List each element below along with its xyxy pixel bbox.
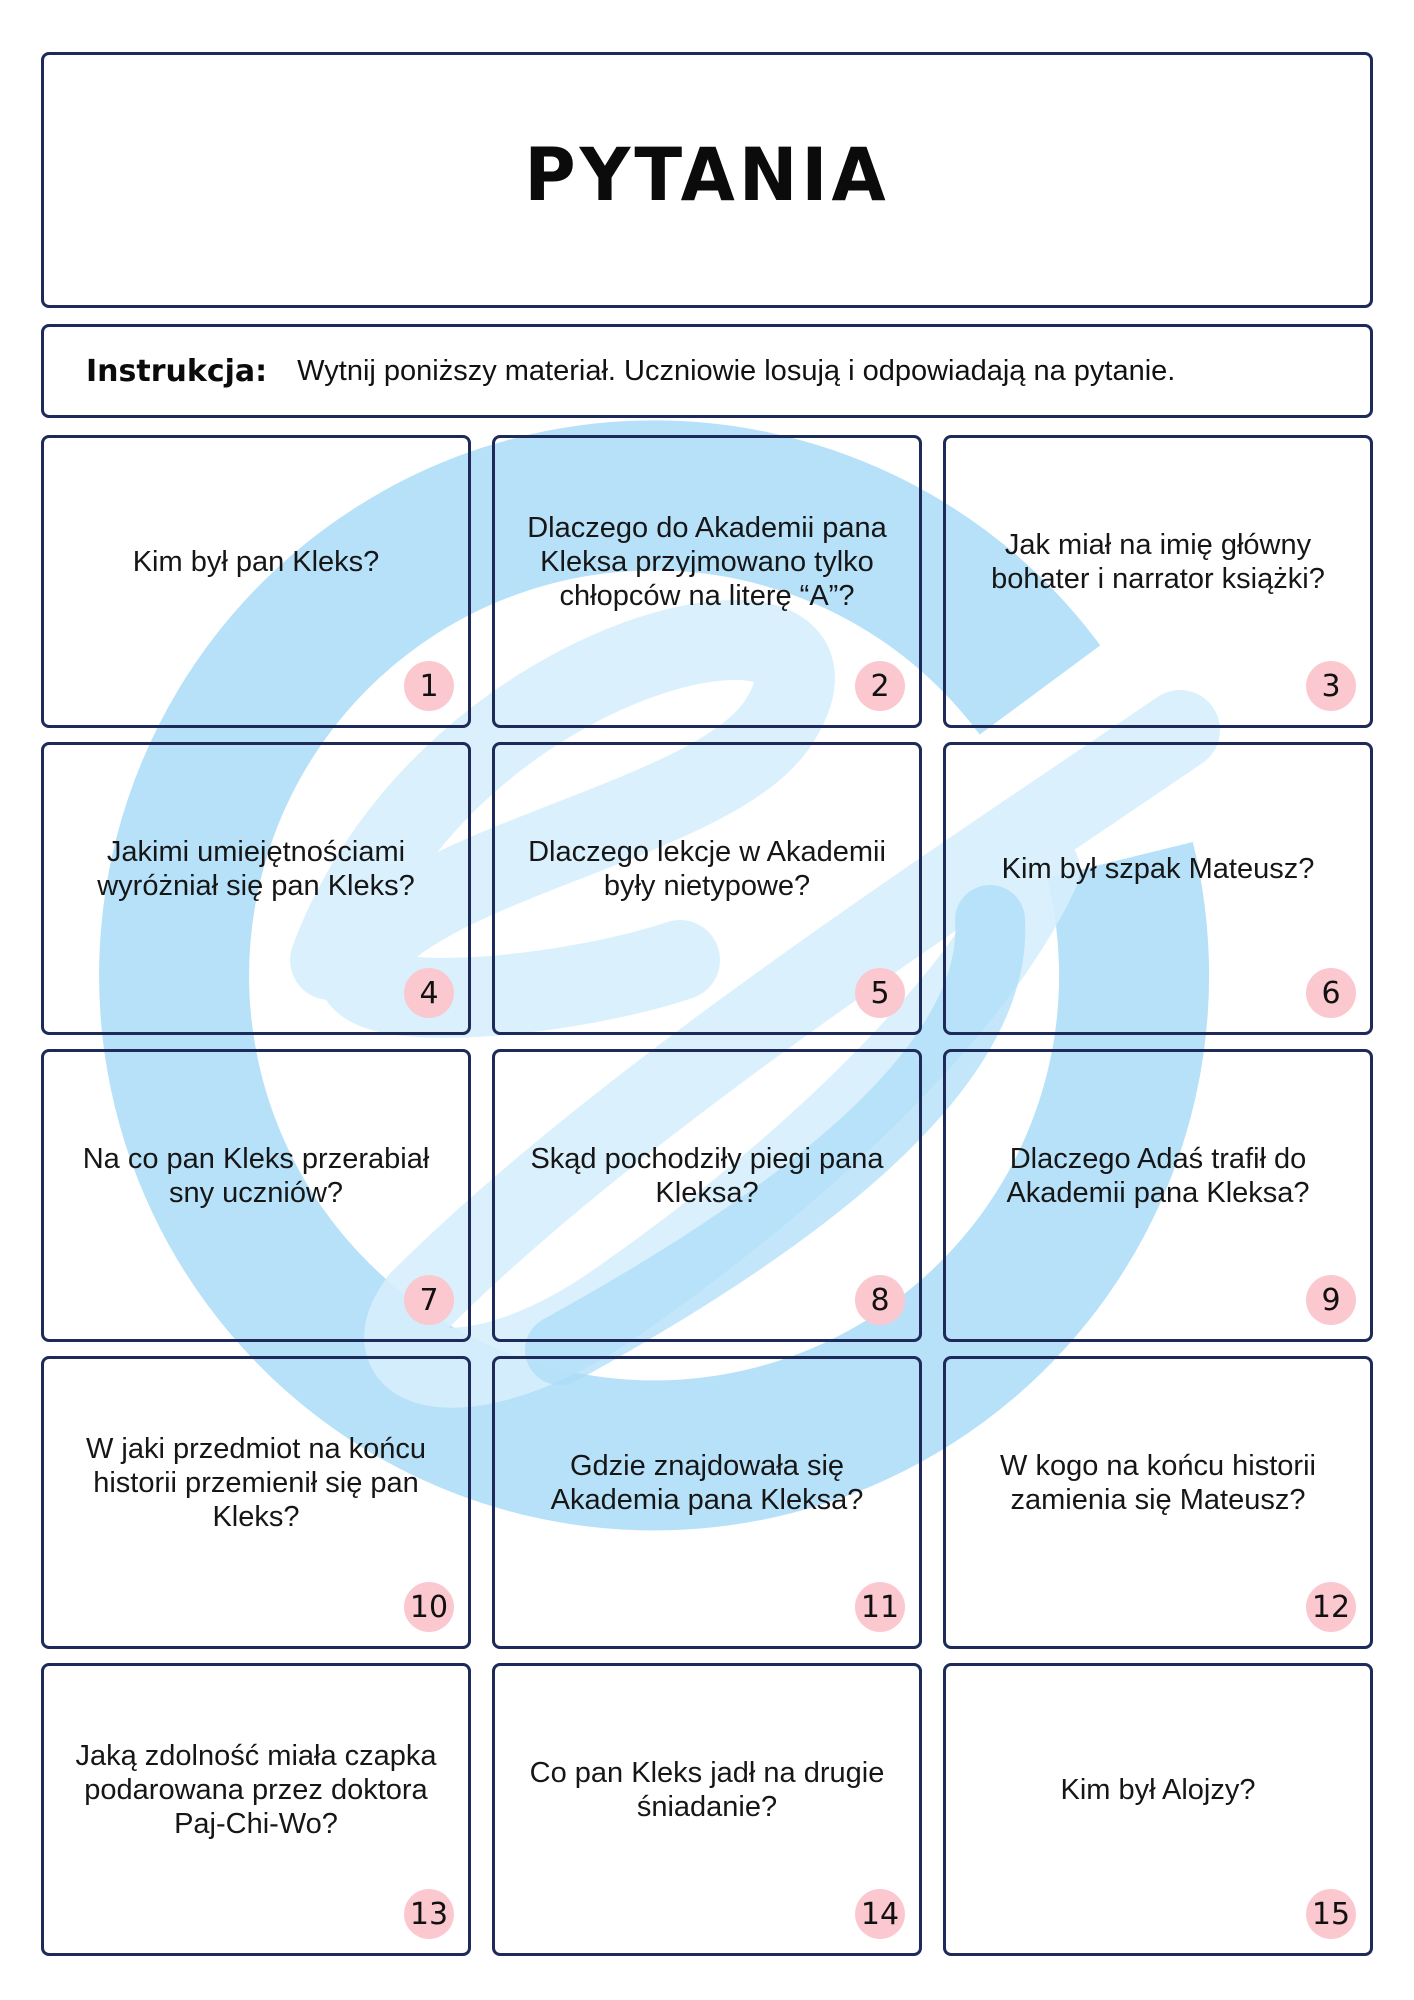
instruction-text: Wytnij poniższy materiał. Uczniowie losują i odpowiadają na pytanie. — [297, 354, 1176, 387]
question-number-badge: 10 — [404, 1582, 454, 1632]
question-number-badge: 1 — [404, 661, 454, 711]
question-text: Kim był szpak Mateusz? — [1001, 852, 1315, 885]
question-card — [943, 1663, 1373, 1956]
question-text: Dlaczego do Akademii pana Kleksa przyjmowano tylko chłopców na literę “A”? — [527, 511, 887, 612]
question-card — [492, 435, 922, 728]
question-card — [492, 1663, 922, 1956]
question-number-badge: 11 — [855, 1582, 905, 1632]
question-number-badge: 6 — [1306, 968, 1356, 1018]
question-number-badge: 14 — [855, 1889, 905, 1939]
question-card — [943, 1049, 1373, 1342]
question-number-badge: 13 — [404, 1889, 454, 1939]
title-box — [41, 52, 1373, 308]
question-card — [943, 435, 1373, 728]
question-text: Jaką zdolność miała czapka podarowana przez doktora Paj-Chi-Wo? — [75, 1739, 437, 1840]
question-card — [492, 1049, 922, 1342]
instruction-label: Instrukcja: — [86, 353, 268, 389]
question-text: W kogo na końcu historii zamienia się Mateusz? — [1000, 1449, 1316, 1516]
question-card — [943, 1356, 1373, 1649]
page-title: PYTANIA — [524, 131, 890, 219]
question-text: Na co pan Kleks przerabiał sny uczniów? — [82, 1142, 430, 1209]
question-text: W jaki przedmiot na końcu historii przemienił się pan Kleks? — [85, 1432, 427, 1533]
question-text: Dlaczego lekcje w Akademii były nietypowe? — [528, 835, 886, 902]
question-card — [943, 742, 1373, 1035]
question-text: Dlaczego Adaś trafił do Akademii pana Kleksa? — [1006, 1142, 1310, 1209]
question-card — [41, 1049, 471, 1342]
question-number-badge: 7 — [404, 1275, 454, 1325]
question-text: Jakimi umiejętnościami wyróżniał się pan Kleks? — [97, 835, 415, 902]
question-number-badge: 8 — [855, 1275, 905, 1325]
question-text: Skąd pochodziły piegi pana Kleksa? — [530, 1142, 884, 1209]
question-card — [41, 435, 471, 728]
question-text: Co pan Kleks jadł na drugie śniadanie? — [529, 1756, 885, 1823]
question-card — [492, 1356, 922, 1649]
question-number-badge: 5 — [855, 968, 905, 1018]
question-number-badge: 9 — [1306, 1275, 1356, 1325]
instruction-box — [41, 324, 1373, 418]
question-number-badge: 12 — [1306, 1582, 1356, 1632]
question-card — [41, 1663, 471, 1956]
question-text: Gdzie znajdowała się Akademia pana Kleksa? — [550, 1449, 864, 1516]
question-text: Jak miał na imię główny bohater i narrator książki? — [991, 528, 1325, 595]
question-number-badge: 4 — [404, 968, 454, 1018]
question-card — [41, 1356, 471, 1649]
question-number-badge: 15 — [1306, 1889, 1356, 1939]
question-text: Kim był pan Kleks? — [132, 545, 380, 578]
question-number-badge: 3 — [1306, 661, 1356, 711]
question-number-badge: 2 — [855, 661, 905, 711]
question-card — [492, 742, 922, 1035]
question-text: Kim był Alojzy? — [1060, 1773, 1256, 1806]
question-card — [41, 742, 471, 1035]
